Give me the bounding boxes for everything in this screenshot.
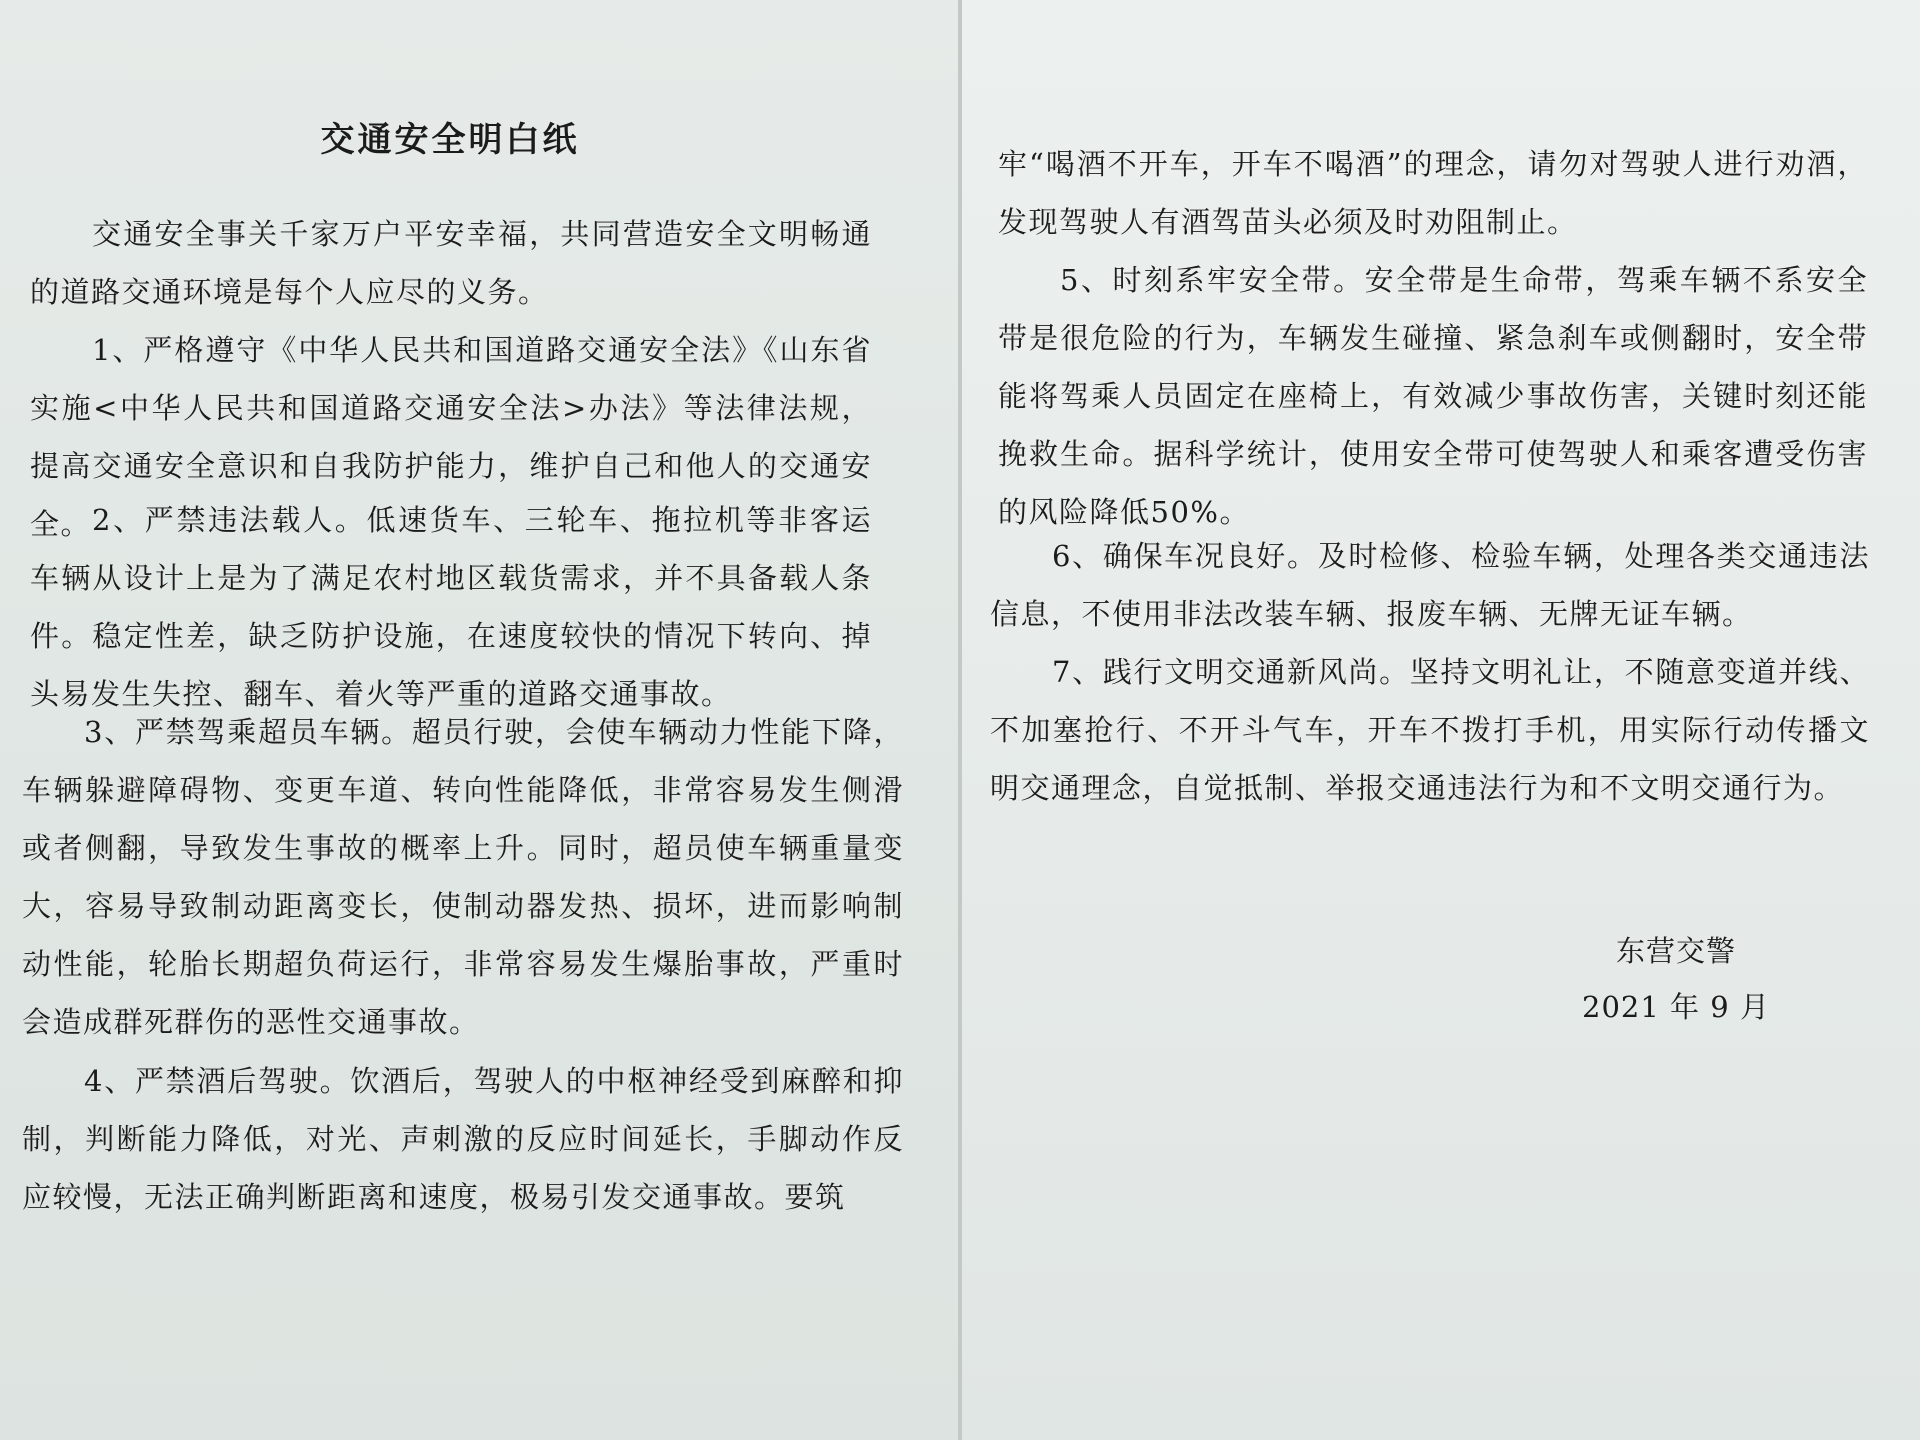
item-2-paragraph: 2、严禁违法载人。低速货车、三轮车、拖拉机等非客运车辆从设计上是为了满足农村地区载货需求，并不具备载人条件。稳定性差，缺乏防护设施，在速度较快的情况下转向、掉头易发生失控、翻车、着火等严重的道路交通事故。 — [30, 503, 872, 711]
intro-paragraph: 交通安全事关千家万户平安幸福，共同营造安全文明畅通的道路交通环境是每个人应尽的义务。 — [30, 217, 872, 309]
item-4-paragraph-part1: 4、严禁酒后驾驶。饮酒后，驾驶人的中枢神经受到麻醉和抑制，判断能力降低，对光、声刺激的反应时间延长，手脚动作反应较慢，无法正确判断距离和速度，极易引发交通事故。要筑 — [22, 1064, 904, 1214]
document-title: 交通安全明白纸 — [320, 120, 580, 160]
signature-issuer: 东营交警 — [1615, 934, 1736, 968]
item-3-paragraph: 3、严禁驾乘超员车辆。超员行驶，会使车辆动力性能下降，车辆躲避障碍物、变更车道、转向性能降低，非常容易发生侧滑或者侧翻，导致发生事故的概率上升。同时，超员使车辆重量变大，容易导致制动距离变长，使制动器发热、损坏，进而影响制动性能，轮胎长期超负荷运行，非常容易发生爆胎事故，严重时会造成群死群伤的恶性交通事故。 — [22, 715, 904, 1039]
item-6-paragraph: 6、确保车况良好。及时检修、检验车辆，处理各类交通违法信息，不使用非法改装车辆、报废车辆、无牌无证车辆。 — [990, 539, 1870, 631]
left-page — [0, 0, 958, 1440]
right-page — [962, 0, 1920, 1440]
item-5-paragraph: 5、时刻系牢安全带。安全带是生命带，驾乘车辆不系安全带是很危险的行为，车辆发生碰撞、紧急刹车或侧翻时，安全带能将驾乘人员固定在座椅上，有效减少事故伤害，关键时刻还能挽救生命。据科学统计，使用安全带可使驾驶人和乘客遭受伤害的风险降低50%。 — [998, 263, 1868, 529]
item-4-paragraph-part2: 牢“喝酒不开车，开车不喝酒”的理念，请勿对驾驶人进行劝酒，发现驾驶人有酒驾苗头必须及时劝阻制止。 — [998, 147, 1868, 239]
signature-date: 2021 年 9 月 — [1582, 990, 1770, 1024]
item-1-paragraph: 1、严格遵守《中华人民共和国道路交通安全法》《山东省实施<中华人民共和国道路交通安全法>办法》等法律法规，提高交通安全意识和自我防护能力，维护自己和他人的交通安全。 — [30, 333, 872, 541]
item-7-paragraph: 7、践行文明交通新风尚。坚持文明礼让，不随意变道并线、不加塞抢行、不开斗气车，开车不拨打手机，用实际行动传播文明交通理念，自觉抵制、举报交通违法行为和不文明交通行为。 — [990, 655, 1870, 805]
